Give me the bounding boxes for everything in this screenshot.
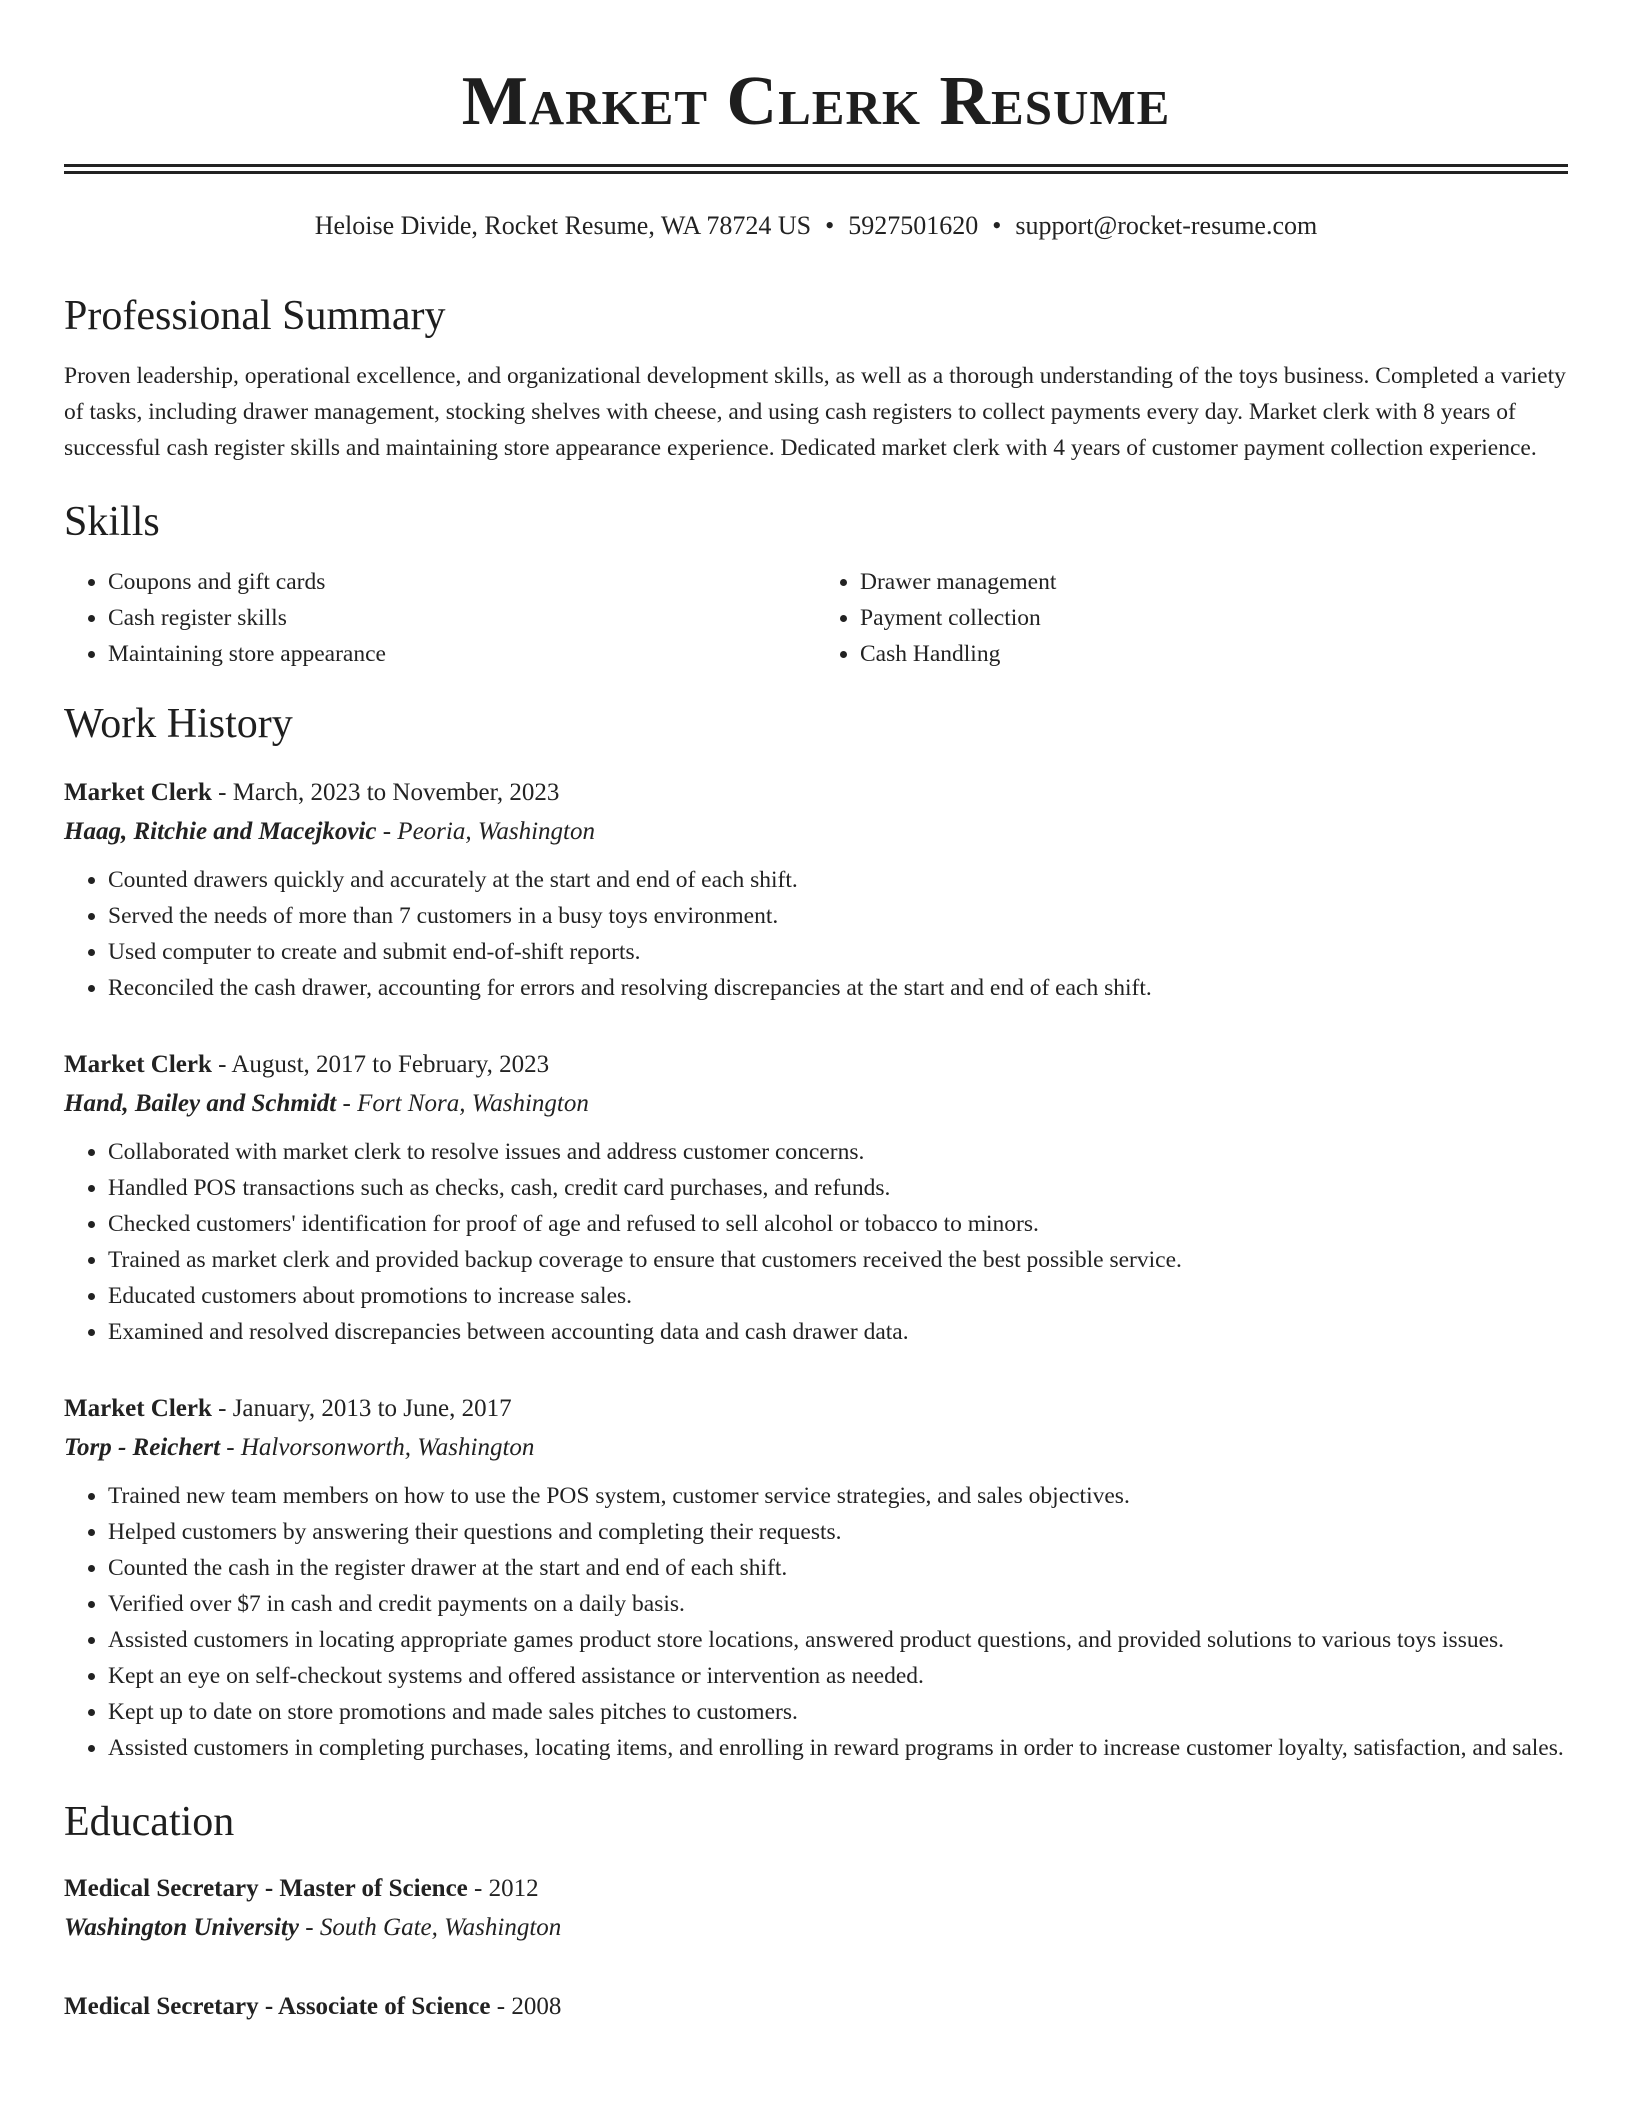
job-title: Market Clerk [64,1395,212,1422]
summary-section [64,290,1568,466]
skill-item: • Drawer management [860,564,1568,600]
job-bullet: • Examined and resolved discrepancies between accounting data and cash drawer data. [108,1314,1568,1350]
skill-item: • Payment collection [860,600,1568,636]
skills-left-list [64,564,816,672]
job-bullet: • Counted the cash in the register drawer at the start and end of each shift. [108,1550,1568,1586]
school-line [64,1908,1568,1948]
job-bullets [64,1478,1568,1766]
job-dates: January, 2013 to June, 2017 [232,1395,512,1422]
dash: - [336,1090,358,1117]
degree-year: 2008 [511,1993,562,2020]
job-bullet: • Collaborated with market clerk to resolve issues and address customer concerns. [108,1134,1568,1170]
skills-heading: Skills [64,499,160,545]
contact-phone: 5927501620 [848,211,979,240]
job-bullet: • Handled POS transactions such as checks, cash, credit card purchases, and refunds. [108,1170,1568,1206]
job-bullet: • Kept an eye on self-checkout systems and offered assistance or intervention as needed. [108,1658,1568,1694]
school: Washington University [64,1914,299,1941]
contact-address: Heloise Divide, Rocket Resume, WA 78724 US [314,211,812,240]
degree: Medical Secretary - Associate of Science [64,1993,491,2020]
degree-year: 2012 [488,1875,539,1902]
job-bullet: • Checked customers' identification for proof of age and refused to sell alcohol or tobacco to minors. [108,1206,1568,1242]
job-entry [64,774,1568,1006]
job-company: Torp - Reichert [64,1434,221,1461]
job-bullet: • Reconciled the cash drawer, accounting for errors and resolving discrepancies at the start and end of each shift. [108,970,1568,1006]
job-bullets [64,862,1568,1006]
resume-title: Market Clerk Resume [461,63,1171,140]
dash: - [490,1993,512,2020]
dash: - [467,1875,489,1902]
skills-section [64,496,1568,672]
job-bullet: • Educated customers about promotions to increase sales. [108,1278,1568,1314]
dash: - [211,1051,232,1078]
education-entry [64,1988,1568,2026]
job-bullet: • Assisted customers in locating appropriate games product store locations, answered product questions, and provided solutions to various toys issues. [108,1622,1568,1658]
title-double-rule [64,164,1568,174]
skill-item: • Maintaining store appearance [108,636,816,672]
job-bullets [64,1134,1568,1350]
degree: Medical Secretary - Master of Science [64,1875,468,1902]
job-location: Halvorsonworth, Washington [240,1434,535,1461]
dash: - [299,1914,320,1941]
job-title-line [64,774,1568,812]
job-company: Haag, Ritchie and Macejkovic [64,818,377,845]
skill-item: • Coupons and gift cards [108,564,816,600]
job-title: Market Clerk [64,1051,212,1078]
contact-email: support@rocket-resume.com [1015,211,1318,240]
job-bullet: • Counted drawers quickly and accurately at the start and end of each shift. [108,862,1568,898]
job-title-line [64,1046,1568,1084]
degree-line [64,1870,1568,1908]
skill-item: • Cash register skills [108,600,816,636]
education-section [64,1796,1568,2026]
job-bullet: • Served the needs of more than 7 customers in a busy toys environment. [108,898,1568,934]
summary-text: Proven leadership, operational excellence, and organizational development skills, as well as a thorough understanding of the toys business. Completed a variety of tasks, including drawer management, stocking shelves with cheese, and using cash registers to collect payments every day. Market clerk with 8 years of successful cash register skills and maintaining store appearance experience. Dedicated market clerk with 4 years of customer payment collection experience. [64,363,1566,461]
contact-separator: • [992,211,1002,240]
job-dates: August, 2017 to February, 2023 [231,1051,550,1078]
job-bullet: • Verified over $7 in cash and credit payments on a daily basis. [108,1586,1568,1622]
job-location: Peoria, Washington [397,818,595,845]
job-company-line [64,812,1568,852]
job-company: Hand, Bailey and Schmidt [64,1090,337,1117]
skill-item: • Cash Handling [860,636,1568,672]
job-bullet: • Used computer to create and submit end-of-shift reports. [108,934,1568,970]
contact-separator: • [825,211,835,240]
job-bullet: • Kept up to date on store promotions and made sales pitches to customers. [108,1694,1568,1730]
job-dates: March, 2023 to November, 2023 [232,779,560,806]
dash: - [211,1395,233,1422]
job-title: Market Clerk [64,779,212,806]
work-history-section [64,698,1568,1766]
job-bullet: • Trained new team members on how to use the POS system, customer service strategies, and sales objectives. [108,1478,1568,1514]
job-bullet: • Trained as market clerk and provided backup coverage to ensure that customers received the best possible service. [108,1242,1568,1278]
job-bullet: • Assisted customers in completing purchases, locating items, and enrolling in reward programs in order to increase customer loyalty, satisfaction, and sales. [108,1730,1568,1766]
job-bullet: • Helped customers by answering their questions and completing their requests. [108,1514,1568,1550]
job-entry [64,1390,1568,1766]
dash: - [376,818,398,845]
job-location: Fort Nora, Washington [357,1090,589,1117]
contact-line [64,208,1568,244]
job-company-line [64,1428,1568,1468]
dash: - [220,1434,241,1461]
degree-line [64,1988,1568,2026]
dash: - [211,779,233,806]
work-history-heading: Work History [64,701,293,747]
job-entry [64,1046,1568,1350]
job-title-line [64,1390,1568,1428]
school-location: South Gate, Washington [319,1914,562,1941]
skills-right-list [816,564,1568,672]
skills-columns [64,564,1568,672]
education-entry [64,1870,1568,1948]
education-heading: Education [64,1799,235,1845]
summary-heading: Professional Summary [64,293,446,339]
job-company-line [64,1084,1568,1124]
